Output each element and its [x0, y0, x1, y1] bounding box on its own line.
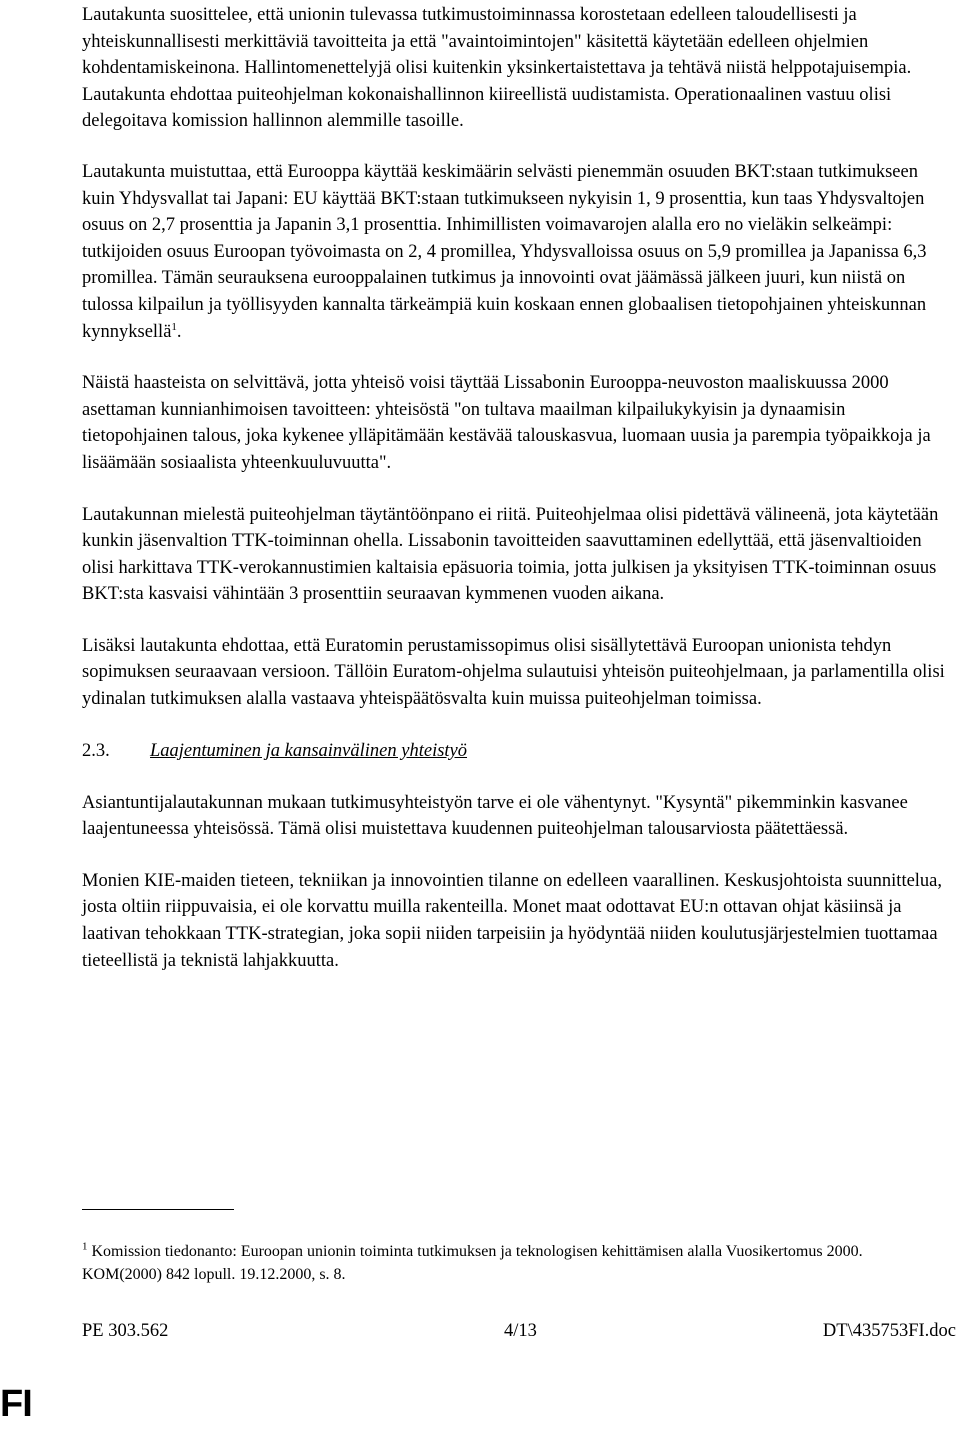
paragraph-7: Monien KIE-maiden tieteen, tekniikan ja innovointien tilanne on edelleen vaarallinen. Keskusjohtoista suunnittelua, josta oltiin riippuvaisia, ei ole korvattu muilla rakenteilla. Monet maat odottavat EU:n ottavan ohjat käsiinsä ja laativan tehokkaan TTK-strategian, joka sopii niiden tarpeisiin ja hyödyntää niiden koulutusjärjestelmien tuottamaa tieteellistä ja teknistä lahjakkuutta.: [82, 870, 943, 971]
footnote-marker: 1: [82, 1240, 88, 1253]
paragraph-3: Näistä haasteista on selvittävä, jotta yhteisö voisi täyttää Lissabonin Eurooppa-neuvoston maaliskuussa 2000 asettaman kunnianhimoisen tavoitteen: yhteisöstä "on tultava maailman kilpailukykyisin ja dynaamisin tietopohjainen talous, joka kykenee ylläpitämään kestävää talouskasvua, luomaan uusia ja parempia työpaikkoja ja lisäämään sosiaalista yhteenkuuluvuutta".: [82, 373, 931, 473]
footnote-text: Komission tiedonanto: Euroopan unionin toiminta tutkimuksen ja teknologisen kehittämisen alalla Vuosikertomus 2000. KOM(2000) 842 lopull. 19.12.2000, s. 8.: [82, 1243, 863, 1283]
footer-document-reference: PE 303.562: [82, 1321, 169, 1341]
section-title: Laajentuminen ja kansainvälinen yhteistyö: [150, 740, 468, 761]
section-heading: [82, 738, 954, 764]
footnote: [82, 1240, 942, 1286]
footnote-reference: 1: [171, 320, 177, 333]
footer-file-name: DT\435753FI.doc: [822, 1321, 956, 1341]
paragraph-1: Lautakunta suosittelee, että unionin tulevassa tutkimustoiminnassa korostetaan edelleen taloudellisesti ja yhteiskunnallisesti merkittäviä tavoitteita ja että "avaintoimintojen" käsitettä käytetään edelleen ohjelmien kohdentamiskeinona. Hallintomenettelyjä olisi kuitenkin yksinkertaistettava ja tehtävä niistä helppotajuisempia. Lautakunta ehdottaa puiteohjelman kokonaishallinnon kiireellistä uudistamista. Operationaalinen vastuu olisi delegoitava komission hallinnon alemmille tasoille.: [82, 5, 912, 132]
paragraph-5: Lisäksi lautakunta ehdottaa, että Euratomin perustamissopimus olisi sisällytettävä Euroopan unionista tehdyn sopimuksen seuraavaan versioon. Tällöin Euratom-ohjelma sulautuisi yhteisön puiteohjelmaan, ja parlamentilla olisi ydinalan tutkimuksen alalla vastaava yhteispäätösvalta kuin muissa puiteohjelman toimissa.: [82, 635, 945, 710]
paragraph-2-text: Lautakunta muistuttaa, että Eurooppa käyttää keskimäärin selvästi pienemmän osuuden BKT:staan tutkimukseen kuin Yhdysvallat tai Japani: EU käyttää BKT:staan tutkimukseen nykyisin 1, 9 prosenttia, kun taas Yhdysvaltojen osuus on 2,7 prosenttia ja Japanin 3,1 prosenttia. Inhimillisten voimavarojen alalla ero no vieläkin selkeämpi: tutkijoiden osuus Euroopan työvoimasta on 2, 4 promillea, Yhdysvalloissa osuus on 5,9 promillea ja Japanissa 6,3 promillea. Tämän seurauksena eurooppalainen tutkimus ja innovointi ovat jäämässä jälkeen juuri, kun niistä on tulossa kilpailun ja työllisyyden kannalta tärkeämpiä kuin koskaan ennen globaalisen tietopohjainen yhteiskunnan kynnyksellä: [82, 161, 927, 342]
paragraph-2: [82, 159, 954, 345]
footer-page-number: 4/13: [504, 1321, 537, 1341]
paragraph-4: Lautakunnan mielestä puiteohjelman täytäntöönpano ei riitä. Puiteohjelmaa olisi pidettävä välineenä, jota käytetään kunkin jäsenvaltion TTK-toiminnan ohella. Lissabonin tavoitteiden saavuttaminen edellyttää, että jäsenvaltioiden olisi harkittava TTK-verokannustimien kaltaisia epäsuoria toimia, jotta julkisen ja yksityisen TTK-toiminnan osuus BKT:sta kasvaisi vähintään 3 prosenttiin seuraavan kymmenen vuoden aikana.: [82, 504, 939, 605]
footnote-divider: [82, 1209, 234, 1210]
language-tag: FI: [0, 1383, 32, 1425]
paragraph-6: Asiantuntijalautakunnan mukaan tutkimusyhteistyön tarve ei ole vähentynyt. "Kysyntä" pikemminkin kasvanee laajentuneessa yhteisössä. Tämä olisi muistettava kuudennen puiteohjelman talousarviosta päätettäessä.: [82, 792, 908, 840]
section-number: 2.3.: [82, 740, 110, 761]
document-body: [82, 0, 954, 974]
paragraph-2-end: .: [176, 321, 182, 342]
